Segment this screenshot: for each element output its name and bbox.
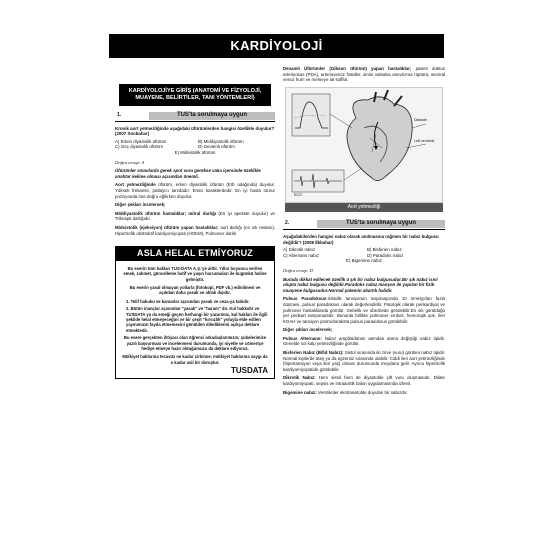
paragraph-text: Ventriküler ekstrasistolde duyulan bir nabızdır. (316, 389, 408, 395)
option-d: D) Paradoks nabız (367, 252, 404, 258)
label-ecg: ECG (294, 192, 302, 197)
label-diastole: Diastole (414, 117, 427, 122)
option-b: B) Bisferien nabız (367, 247, 402, 253)
bold-lead: Aort yetmezliğinde (115, 182, 156, 188)
emphasis-note: Burada dikkat edilecek özellik 4 şık bir nabız bulgusudur.Bir şık nabız ismi olupta nabız bulgusu değildir.Paradoks nabız manşon ile yapılan bir fizik muayene bulgusudur.Normal patemin abartılı halidir. (283, 276, 438, 293)
paragraph-text: aort darlığı (en sık nedeni), Hipertrofik obstrüktif kardiyomiyopati (HOKM), Pulmoner darlık (115, 224, 275, 236)
explanation-paragraph (283, 336, 445, 347)
question-tag: TUS'ta sorulmaya uygun (317, 220, 445, 228)
paragraph-text: üfürüm, erken diyastolik üfürüm (Erb odağında) duyulur. Yüksek frekanslı, patlayıcı tarzdadır. Emici karakterdedir. En iyi hasta oturur pozisyonda öne doğru eğilirken duyulur. (115, 182, 275, 199)
question-tag: TUS'ta sorulmaya uygun (149, 112, 275, 120)
page-title: KARDİYOLOJİ (109, 34, 444, 58)
explanation-paragraph (283, 296, 445, 324)
question-number: 2. (285, 220, 290, 227)
explanation-paragraph (283, 350, 445, 372)
right-column (283, 66, 445, 398)
heart-illustration (286, 88, 444, 204)
question-1-header (115, 112, 275, 122)
publisher-signature: TUSDATA (230, 366, 268, 376)
paragraph-text: Sistolik tansiyonun inspirasyonda 10 mmHg'dan fazla düşmesi, pulsus paradoksus olarak değerlendirilir. Patolojik olarak perikardiyal ve pulmoner hastalıklarda görülür. Gebelik ve obezitede görülebilir.En sık görüldüğü yer perikart tamponadıdır. Bununla birlikte pulmoner emboli, hemorajik şok, ileri KOAH ve tansiyon pnömotoraksta pulsus paradoksus görülebilir. (283, 296, 445, 324)
question-1-options (115, 139, 275, 150)
figure-caption: Aort yetmezliği (285, 203, 443, 213)
option-e: E) Midsistolik üfürüm (174, 149, 216, 155)
question-number: 1. (117, 112, 122, 118)
option-b: B) Middiyastolik üfürüm (198, 138, 244, 144)
bold-lead: Bisferien Nabız (Bifid Nabız): (283, 350, 344, 356)
notice-title: ASLA HELAL ETMİYORUZ (116, 247, 274, 261)
notice-list-item: 1. Telif hakuku ve kanunlar açısından yasak ve ceza-ya tabidir. (126, 298, 250, 304)
paragraph-text: patent duktus arteriyosus (PDA), arteriovenöz fistüller, sinüs valsalva anevrizma rüptürü, serviral venoz hum ve memeye ait sufflür. (283, 66, 445, 83)
book-page (103, 0, 448, 550)
option-d: D) Devamlı üfürüm (198, 144, 235, 150)
paragraph-text: Hem sistol hem de diyastolde çift vuru oluşmasıdır. Dilate kardiyomiyopati, sepsis ve intraaortik balon uygulamasında izlenir. (283, 375, 445, 387)
bold-lead: Pulsus Alternans: (283, 335, 322, 341)
notice-paragraph: Mülkiyet haklarına tecavüz ne kadar çirkinse; mülkiyet haklarına saygı da o kadar asil bir duruştur. (122, 354, 268, 365)
option-c: C) Alternans nabız (283, 252, 320, 258)
notice-list (122, 299, 268, 333)
option-a: A) Dikrotik nabız (283, 247, 316, 253)
notice-paragraph: Bu eserin yasal olmayan yollarla (fotokopi, PDF vb.) edinilmesi ve açıkdan daha yasak ve ahlak dışıdır. (129, 284, 261, 296)
paragraph-text: Sistol sırasında iki zirve (vuru) görülen nabız tipidir. Normal kişilerde ateş ya da egzersiz sırasında olabilir. Ciddi ileri aort yetmezliğinde (hipertansiyon veya ileri yaş) olması durumunda meydana gelir. Ayrıca hipertrofik kardiyomiyopatide görülebilir. (283, 350, 446, 372)
bold-lead: Middiyastolik üfürüm hastalıklar; mitral darlığı (115, 210, 216, 216)
list-heading: Diğer şıkları incelersek; (283, 327, 333, 333)
question-2-options (283, 247, 445, 258)
bold-lead: Bigemine nabız: (283, 389, 317, 395)
explanation-paragraph (115, 211, 275, 222)
explanation-paragraph (115, 182, 275, 199)
list-heading: Diğer şekları incelersek; (115, 202, 166, 208)
explanation-paragraph (283, 375, 445, 386)
emphasis-note: Üfürümler sınavlarda gerek spot soru gerekse vaka içersinde özellikle anahtar kelime olması açısından önemli. (115, 168, 261, 179)
paragraph-text: (En iyi apekste duyulur) ve Triküspit darlığıdır. (115, 210, 275, 222)
bold-lead: Dikrotik Nabız: (283, 375, 316, 381)
copyright-notice (115, 246, 275, 379)
left-column (115, 66, 275, 379)
option-c: C) Geç diyastolik üfürüm (115, 144, 164, 150)
bold-lead: Devamlı Üfürümler (Gibson üfürüm) yapan hastalıklar; (283, 66, 412, 71)
answer: Doğru cevap: A (115, 159, 145, 165)
notice-list-item: 2. Bütün inançlar açısından "yasak" ve "haram" dır. Kul hakkıdır ve TUSDATA ya da emeği geçen herhangi bir yazarımız, kul hakları ile ilgili şekilde helal etmeyeceğini ve bir çeşit "hırsızlık" yoluyla elde edilen yayınımızın fayda etmemesini gönülden dilediklerini açıkça deklare etmektedir. (126, 306, 268, 333)
answer: Doğru cevap: D (283, 267, 313, 273)
option-e: E) Bigemine nabız (346, 258, 382, 264)
bold-lead: Pulsus Paradoksus: (283, 296, 328, 302)
intro-paragraph (283, 66, 445, 83)
explanation-paragraph (283, 390, 445, 396)
option-a: A) Erken diyastolik üfürüm (115, 138, 167, 144)
heart-figure (285, 87, 443, 203)
section-title: KARDİYOLOJİYE GİRİŞ (ANATOMİ VE FİZYOLOJİ, MUAYENE, BELİRTİLER, TANI YÖNTEMLERİ) (119, 84, 271, 106)
notice-body (116, 261, 274, 366)
notice-paragraph: Bu eserin tüm hakları TUS-DATA A.Ş.'ye aittir. Yıllar boyunca verilen emek, zahmet, güncelleme hatif ve yaşın harcamaları ile bugünkü haline gelmiştir. (123, 265, 267, 282)
question-1-text: Kronik aort yetmezliğinde aşağıdaki üfürümlerden hangisi özellikle duyulur? (2007 Sonbahar) (115, 125, 275, 137)
bold-lead: Midsistolik (ejeksiyon) üfürüm yapan hastalıklar; (115, 224, 219, 230)
explanation-paragraph (115, 225, 275, 236)
paragraph-text: Nabız amplitüdünün atımdan atıma değiştiği nabız tipidir. Genelde sol kalp yetmezliğinde görülür. (283, 335, 445, 347)
label-left-ventricle: Left ventricle (414, 138, 435, 143)
question-2-text: Aşağıdakilerden hangisi nabız olarak anılmasına rağmen bir nabız bulgusu değildir? (2008 İlkbahar) (283, 233, 439, 245)
question-2-header (283, 220, 445, 230)
notice-paragraph: Bu esere gerçekten ihtiyacı olan öğrenci arkadaşlarımızın; şubelerimize yazılı başvurması ve incelenmesi durumunda, iyi niyetle ve cömertçe hediye etmeye hazır olduğumuzu da deklare ediyoruz. (123, 335, 267, 351)
